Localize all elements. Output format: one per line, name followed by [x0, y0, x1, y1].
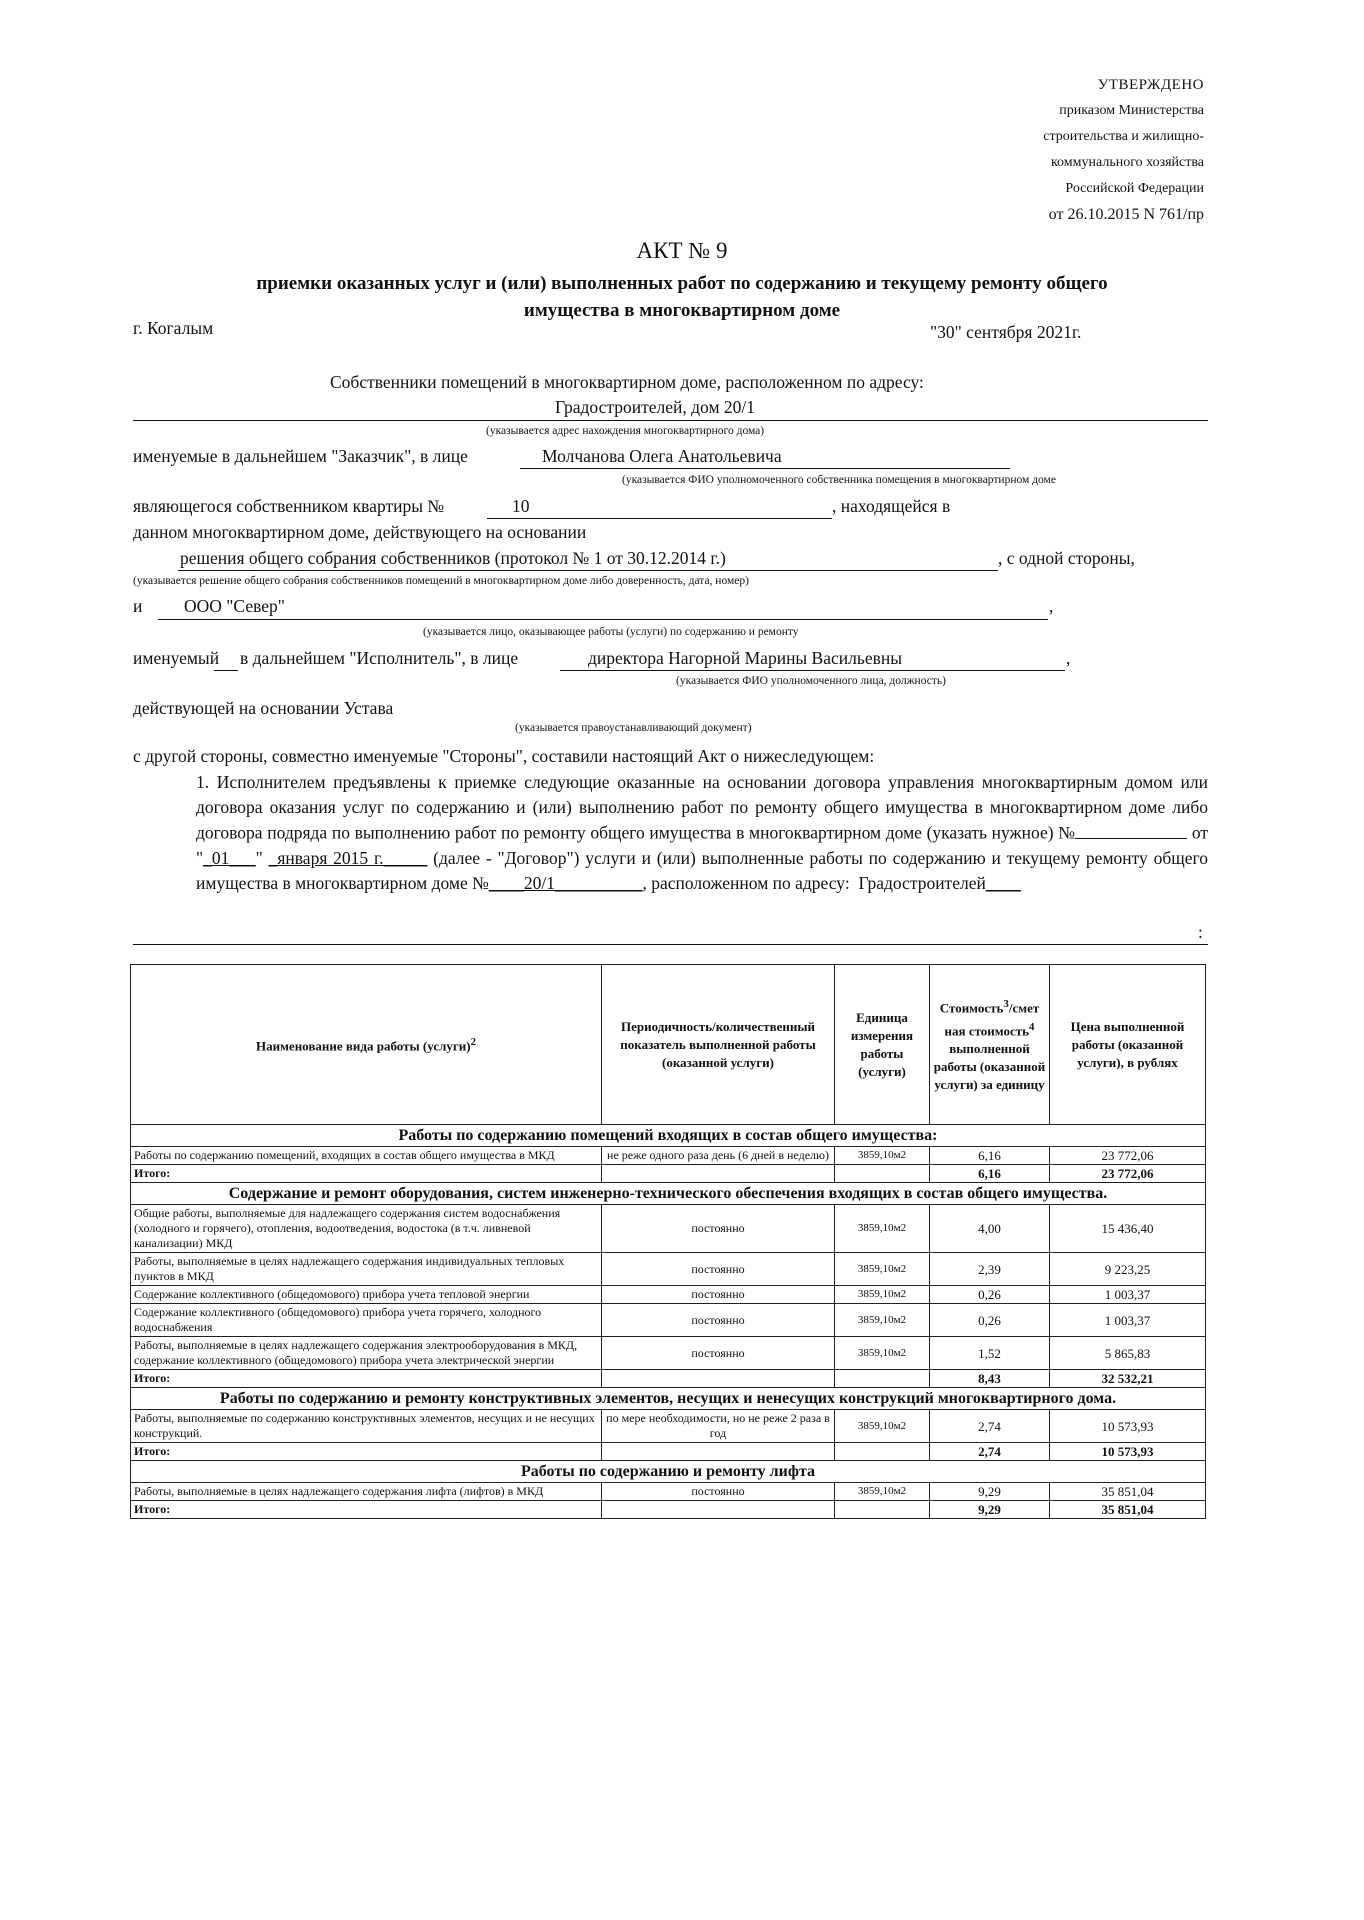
- work-unit: 3859,10м2: [835, 1304, 930, 1337]
- section-row: [131, 1183, 1206, 1205]
- table-row: [131, 1337, 1206, 1370]
- work-price: 15 436,40: [1050, 1205, 1206, 1253]
- work-period: постоянно: [602, 1205, 835, 1253]
- approved-line: коммунального хозяйства: [1050, 155, 1204, 170]
- empty-cell: [835, 1370, 930, 1388]
- header-name-text: Наименование вида работы (услуги): [255, 1038, 471, 1054]
- total-cost: 2,74: [930, 1443, 1050, 1461]
- section-row: [131, 1461, 1206, 1483]
- customer-named-as: именуемые в дальнейшем "Заказчик", в лице: [133, 446, 468, 466]
- total-price: 32 532,21: [1050, 1370, 1206, 1388]
- work-period: постоянно: [602, 1483, 835, 1501]
- total-row: [131, 1165, 1206, 1183]
- one-side: , с одной стороны,: [998, 548, 1135, 568]
- total-label: Итого:: [131, 1501, 602, 1519]
- work-price: 35 851,04: [1050, 1483, 1206, 1501]
- empty-cell: [835, 1443, 930, 1461]
- representative-hint: (указывается ФИО уполномоченного собственника помещения в многоквартирном доме: [622, 474, 1056, 486]
- works-table: [130, 964, 1206, 1519]
- street: Градостроителей: [858, 872, 986, 893]
- owners-intro: Собственники помещений в многоквартирном доме, расположенном по адресу:: [330, 372, 924, 392]
- empty-cell: [602, 1165, 835, 1183]
- work-price: 10 573,93: [1050, 1410, 1206, 1443]
- act-date: "30" сентября 2021г.: [930, 322, 1082, 342]
- act-title: [0, 270, 1364, 324]
- work-period: постоянно: [602, 1286, 835, 1304]
- work-unit: 3859,10м2: [835, 1286, 930, 1304]
- work-period: не реже одного раза день (6 дней в неделю): [602, 1147, 835, 1165]
- work-name: Работы, выполняемые по содержанию конструктивных элементов, несущих и не несущих конструкций.: [131, 1410, 602, 1443]
- total-price: 23 772,06: [1050, 1165, 1206, 1183]
- header-unit: Единица измерения работы (услуги): [835, 965, 930, 1125]
- total-row: [131, 1501, 1206, 1519]
- empty-cell: [835, 1165, 930, 1183]
- prefix-underline: [214, 670, 238, 671]
- work-price: 5 865,83: [1050, 1337, 1206, 1370]
- contractor-underline: [158, 619, 1048, 620]
- contractor-acting: действующей на основании Устава: [133, 698, 394, 718]
- header-name: [131, 965, 602, 1125]
- work-cost: 2,39: [930, 1253, 1050, 1286]
- contract-day: 01: [211, 847, 230, 868]
- section-title: Работы по содержанию и ремонту лифта: [131, 1461, 1206, 1483]
- total-price: 35 851,04: [1050, 1501, 1206, 1519]
- person-underline: [560, 670, 1065, 671]
- header-cost-b: /смет ная стоимость: [944, 1000, 1040, 1038]
- table-row: [131, 1483, 1206, 1501]
- contractor-and: и: [133, 596, 143, 616]
- approved-line: от 26.10.2015 N 761/пр: [1048, 206, 1204, 223]
- total-cost: 6,16: [930, 1165, 1050, 1183]
- clause-1-text-a: 1. Исполнителем предъявлены к приемке следующие оказанные на основании договора управления многоквартирным домом или договора оказания услуг по содержанию и (или) выполнению работ по ремонту общего имущества в многоквартирном доме либо договора подряда по выполнению работ по ремонту общего имущества в многоквартирном доме (указать нужное) №: [196, 772, 1208, 843]
- table-header-row: [131, 965, 1206, 1125]
- parties-text: с другой стороны, совместно именуемые "Стороны", составили настоящий Акт о нижеследующем:: [133, 746, 875, 766]
- work-period: постоянно: [602, 1337, 835, 1370]
- comma: ,: [1049, 596, 1054, 616]
- address-underline: [133, 420, 1208, 421]
- address-line-underline: [133, 944, 1208, 945]
- work-period: по мере необходимости, но не реже 2 раза в год: [602, 1410, 835, 1443]
- work-unit: 3859,10м2: [835, 1205, 930, 1253]
- header-cost-sup4: 4: [1029, 1020, 1035, 1033]
- contractor-hint: (указывается лицо, оказывающее работы (услуги) по содержанию и ремонту: [423, 626, 799, 638]
- work-name: Работы, выполняемые в целях надлежащего содержания лифта (лифтов) в МКД: [131, 1483, 602, 1501]
- work-price: 1 003,37: [1050, 1286, 1206, 1304]
- table-row: [131, 1147, 1206, 1165]
- empty-cell: [602, 1370, 835, 1388]
- work-unit: 3859,10м2: [835, 1337, 930, 1370]
- owners-address: Градостроителей, дом 20/1: [555, 397, 756, 417]
- contract-month: января 2015 г.: [277, 847, 384, 868]
- work-name: Общие работы, выполняемые для надлежащего содержания систем водоснабжения (холодного и горячего), отопления, водоотведения, водостока (в т.ч. ливневой канализации) МКД: [131, 1205, 602, 1253]
- approved-line: строительства и жилищно-: [1043, 129, 1204, 144]
- header-cost: [930, 965, 1050, 1125]
- header-cost-sup3: 3: [1003, 998, 1009, 1011]
- header-cost-a: Стоимость: [939, 1000, 1004, 1016]
- total-price: 10 573,93: [1050, 1443, 1206, 1461]
- basis-underline: [178, 570, 998, 571]
- house-number: 20/1: [523, 872, 555, 893]
- approved-line: УТВЕРЖДЕНО: [1097, 77, 1204, 93]
- table-row: [131, 1304, 1206, 1337]
- flat-located: , находящейся в: [832, 496, 951, 516]
- table-row: [131, 1205, 1206, 1253]
- work-period: постоянно: [602, 1253, 835, 1286]
- clause-colon: :: [1198, 922, 1203, 942]
- work-unit: 3859,10м2: [835, 1147, 930, 1165]
- acting-on-basis: данном многоквартирном доме, действующего на основании: [133, 522, 587, 542]
- work-unit: 3859,10м2: [835, 1410, 930, 1443]
- approved-line: приказом Министерства: [1059, 103, 1204, 118]
- customer-representative: Молчанова Олега Анатольевича: [542, 446, 782, 466]
- flat-number: 10: [512, 496, 530, 516]
- total-label: Итого:: [131, 1443, 602, 1461]
- owner-of-flat: являющегося собственником квартиры №: [133, 496, 445, 516]
- empty-cell: [602, 1501, 835, 1519]
- basis-hint: (указывается решение общего собрания собственников помещений в многоквартирном доме либо доверенность, дата, номер): [133, 575, 749, 587]
- work-name: Содержание коллективного (общедомового) прибора учета горячего, холодного водоснабжения: [131, 1304, 602, 1337]
- flat-underline: [487, 518, 832, 519]
- acting-hint: (указывается правоустанавливающий документ): [515, 722, 752, 734]
- total-label: Итого:: [131, 1165, 602, 1183]
- total-label: Итого:: [131, 1370, 602, 1388]
- approved-line: Российской Федерации: [1065, 181, 1204, 196]
- total-row: [131, 1443, 1206, 1461]
- approval-stamp-text: [1043, 72, 1204, 228]
- clause-1-from: от ": [196, 822, 1208, 868]
- header-price: Цена выполненной работы (оказанной услуги), в рублях: [1050, 965, 1206, 1125]
- empty-cell: [602, 1443, 835, 1461]
- person-hint: (указывается ФИО уполномоченного лица, должность): [676, 675, 946, 687]
- empty-cell: [835, 1501, 930, 1519]
- total-row: [131, 1370, 1206, 1388]
- work-cost: 0,26: [930, 1304, 1050, 1337]
- work-unit: 3859,10м2: [835, 1483, 930, 1501]
- act-title-line1: приемки оказанных услуг и (или) выполненных работ по содержанию и текущему ремонту общего: [256, 273, 1108, 294]
- work-cost: 6,16: [930, 1147, 1050, 1165]
- total-cost: 9,29: [930, 1501, 1050, 1519]
- contractor-name: ООО "Север": [184, 596, 285, 616]
- clause-1-text-b: (далее - "Договор") услуги и (или) выполненные работы по содержанию и текущему ремонту общего имущества в многоквартирном доме №: [196, 847, 1208, 893]
- clause-1: 1. Исполнителем предъявлены к приемке следующие оказанные на основании договора управления многоквартирным домом или договора оказания услуг по содержанию и (или) выполнению работ по ремонту общего имущества в многоквартирном доме либо договора подряда по выполнению работ по ремонту общего имущества в многоквартирном доме (указать нужное) № от "_01___" _января 2015 г._____ (далее - "Договор") услуги и (или) выполненные работы по содержанию и текущему ремонту общего имущества в многоквартирном доме №____20/1__________, расположенном по адресу: Градостроителей____: [196, 772, 1208, 893]
- address-hint: (указывается адрес нахождения многоквартирного дома): [486, 425, 765, 437]
- clause-1-text-c: расположенном по адресу:: [651, 872, 850, 893]
- city: г. Когалым: [133, 318, 214, 338]
- section-row: [131, 1125, 1206, 1147]
- contract-number-blank: [1075, 820, 1187, 839]
- comma: ,: [1066, 648, 1071, 668]
- work-name: Содержание коллективного (общедомового) прибора учета тепловой энергии: [131, 1286, 602, 1304]
- header-name-sup: 2: [470, 1036, 477, 1049]
- work-price: 9 223,25: [1050, 1253, 1206, 1286]
- header-cost-c: выполненной работы (оказанной услуги) за единицу: [933, 1040, 1046, 1092]
- work-name: Работы по содержанию помещений, входящих в состав общего имущества в МКД: [131, 1147, 602, 1165]
- act-title-line2: имущества в многоквартирном доме: [523, 300, 841, 321]
- contractor-named-rest: в дальнейшем "Исполнитель", в лице: [240, 648, 519, 668]
- section-title: Работы по содержанию помещений входящих в состав общего имущества:: [131, 1125, 1206, 1147]
- work-price: 1 003,37: [1050, 1304, 1206, 1337]
- work-cost: 4,00: [930, 1205, 1050, 1253]
- table-row: [131, 1286, 1206, 1304]
- work-cost: 0,26: [930, 1286, 1050, 1304]
- section-row: [131, 1388, 1206, 1410]
- section-title: Работы по содержанию и ремонту конструктивных элементов, несущих и ненесущих конструкций многоквартирного дома.: [131, 1388, 1206, 1410]
- act-number: АКТ № 9: [636, 238, 728, 263]
- work-cost: 1,52: [930, 1337, 1050, 1370]
- total-cost: 8,43: [930, 1370, 1050, 1388]
- table-row: [131, 1253, 1206, 1286]
- section-title: Содержание и ремонт оборудования, систем инженерно-технического обеспечения входящих в состав общего имущества.: [131, 1183, 1206, 1205]
- contractor-person: директора Нагорной Марины Васильевны: [588, 648, 903, 668]
- work-name: Работы, выполняемые в целях надлежащего содержания индивидуальных тепловых пунктов в МКД: [131, 1253, 602, 1286]
- work-unit: 3859,10м2: [835, 1253, 930, 1286]
- representative-underline: [520, 468, 1010, 469]
- contractor-named-prefix: именуемый: [133, 648, 220, 668]
- table-row: [131, 1410, 1206, 1443]
- work-period: постоянно: [602, 1304, 835, 1337]
- work-cost: 2,74: [930, 1410, 1050, 1443]
- work-price: 23 772,06: [1050, 1147, 1206, 1165]
- basis: решения общего собрания собственников (протокол № 1 от 30.12.2014 г.): [180, 548, 726, 568]
- work-name: Работы, выполняемые в целях надлежащего содержания электрооборудования в МКД, содержание коллективного (общедомового) прибора учета электрической энергии: [131, 1337, 602, 1370]
- header-periodicity: Периодичность/количественный показатель выполненной работы (оказанной услуги): [602, 965, 835, 1125]
- work-cost: 9,29: [930, 1483, 1050, 1501]
